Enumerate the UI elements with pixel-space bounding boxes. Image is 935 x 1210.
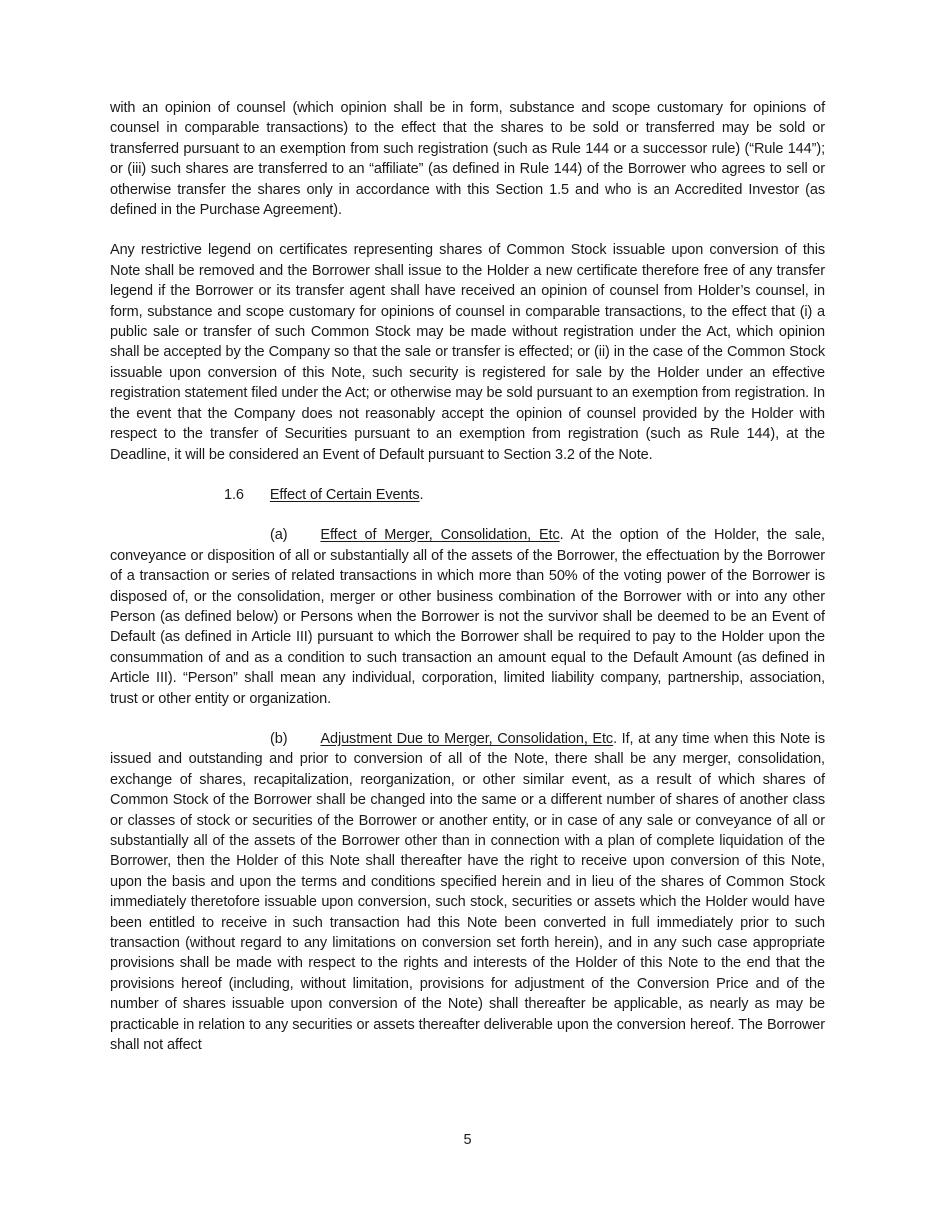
clause-a-paragraph <box>110 525 825 709</box>
clause-b-letter: (b) <box>270 730 288 747</box>
section-number: 1.6 <box>224 486 244 503</box>
clause-b-title: Adjustment Due to Merger, Consolidation, Etc <box>320 730 614 747</box>
clause-b-body: . If, at any time when this Note is issued and outstanding and prior to conversion of all of the Note, there shall be any merger, consolidation, exchange of shares, recapitalization, reorganization, or other similar event, as a result of which shares of Common Stock of the Borrower shall be changed into the same or a different number of shares of another class or classes of stock or securities of the Borrower or another entity, or in case of any sale or conveyance of all or substantially all of the assets of the Borrower other than in connection with a plan of complete liquidation of the Borrower, then the Holder of this Note shall thereafter have the right to receive upon conversion of this Note, upon the basis and upon the terms and conditions specified herein and in lieu of the shares of Common Stock immediately theretofore issuable upon conversion, such stock, securities or assets which the Holder would have been entitled to receive in such transaction had this Note been converted in full immediately prior to such transaction (without regard to any limitations on conversion set forth herein), and in any such case appropriate provisions shall be made with respect to the rights and interests of the Holder of this Note to the end that the provisions hereof (including, without limitation, provisions for adjustment of the Conversion Price and of the number of shares issuable upon conversion of the Note) shall thereafter be applicable, as nearly as may be practicable in relation to any securities or assets thereafter deliverable upon the conversion hereof. The Borrower shall not affect <box>110 730 825 1054</box>
section-title: Effect of Certain Events <box>269 486 420 503</box>
paragraph-restrictive-legend: Any restrictive legend on certificates representing shares of Common Stock issuable upon conversion of this Note shall be removed and the Borrower shall issue to the Holder a new certificate therefore free of any transfer legend if the Borrower or its transfer agent shall have received an opinion of counsel from Holder’s counsel, in form, substance and scope customary for opinions of counsel in comparable transactions, to the effect that (i) a public sale or transfer of such Common Stock may be made without registration under the Act, which opinion shall be accepted by the Company so that the sale or transfer is effected; or (ii) in the case of the Common Stock issuable upon conversion of this Note, such security is registered for sale by the Holder under an effective registration statement filed under the Act; or otherwise may be sold pursuant to an exemption from registration. In the event that the Company does not reasonably accept the opinion of counsel provided by the Holder with respect to the transfer of Securities pursuant to an exemption from registration (such as Rule 144), at the Deadline, it will be considered an Event of Default pursuant to Section 3.2 of the Note. <box>110 242 825 463</box>
page-content <box>110 98 825 1075</box>
paragraph-opinion-of-counsel: with an opinion of counsel (which opinion shall be in form, substance and scope customary for opinions of counsel in comparable transactions) to the effect that the shares to be sold or transferred may be sold or transferred pursuant to an exemption from such registration (such as Rule 144 or a successor rule) (“Rule 144”); or (iii) such shares are transferred to an “affiliate” (as defined in Rule 144) of the Borrower who agrees to sell or otherwise transfer the shares only in accordance with this Section 1.5 and who is an Accredited Investor (as defined in the Purchase Agreement). <box>110 100 825 219</box>
clause-b-paragraph <box>110 729 825 1056</box>
page-number: 5 <box>463 1132 472 1148</box>
clause-a-title: Effect of Merger, Consolidation, Etc <box>320 527 560 544</box>
section-title-period: . <box>419 486 424 503</box>
clause-a-letter: (a) <box>270 527 288 544</box>
clause-a-body: . At the option of the Holder, the sale, conveyance or disposition of all or substantially all of the assets of the Borrower, the effectuation by the Borrower of a transaction or series of related transactions in which more than 50% of the voting power of the Borrower is disposed of, or the consolidation, merger or other business combination of the Borrower with or into any other Person (as defined below) or Persons when the Borrower is not the survivor shall be deemed to be an Event of Default (as defined in Article III) pursuant to which the Borrower shall be required to pay to the Holder upon the consummation of and as a condition to such transaction an amount equal to the Default Amount (as defined in Article III). “Person” shall mean any individual, corporation, limited liability company, partnership, association, trust or other entity or organization. <box>110 527 825 707</box>
section-heading-1-6 <box>110 485 825 505</box>
